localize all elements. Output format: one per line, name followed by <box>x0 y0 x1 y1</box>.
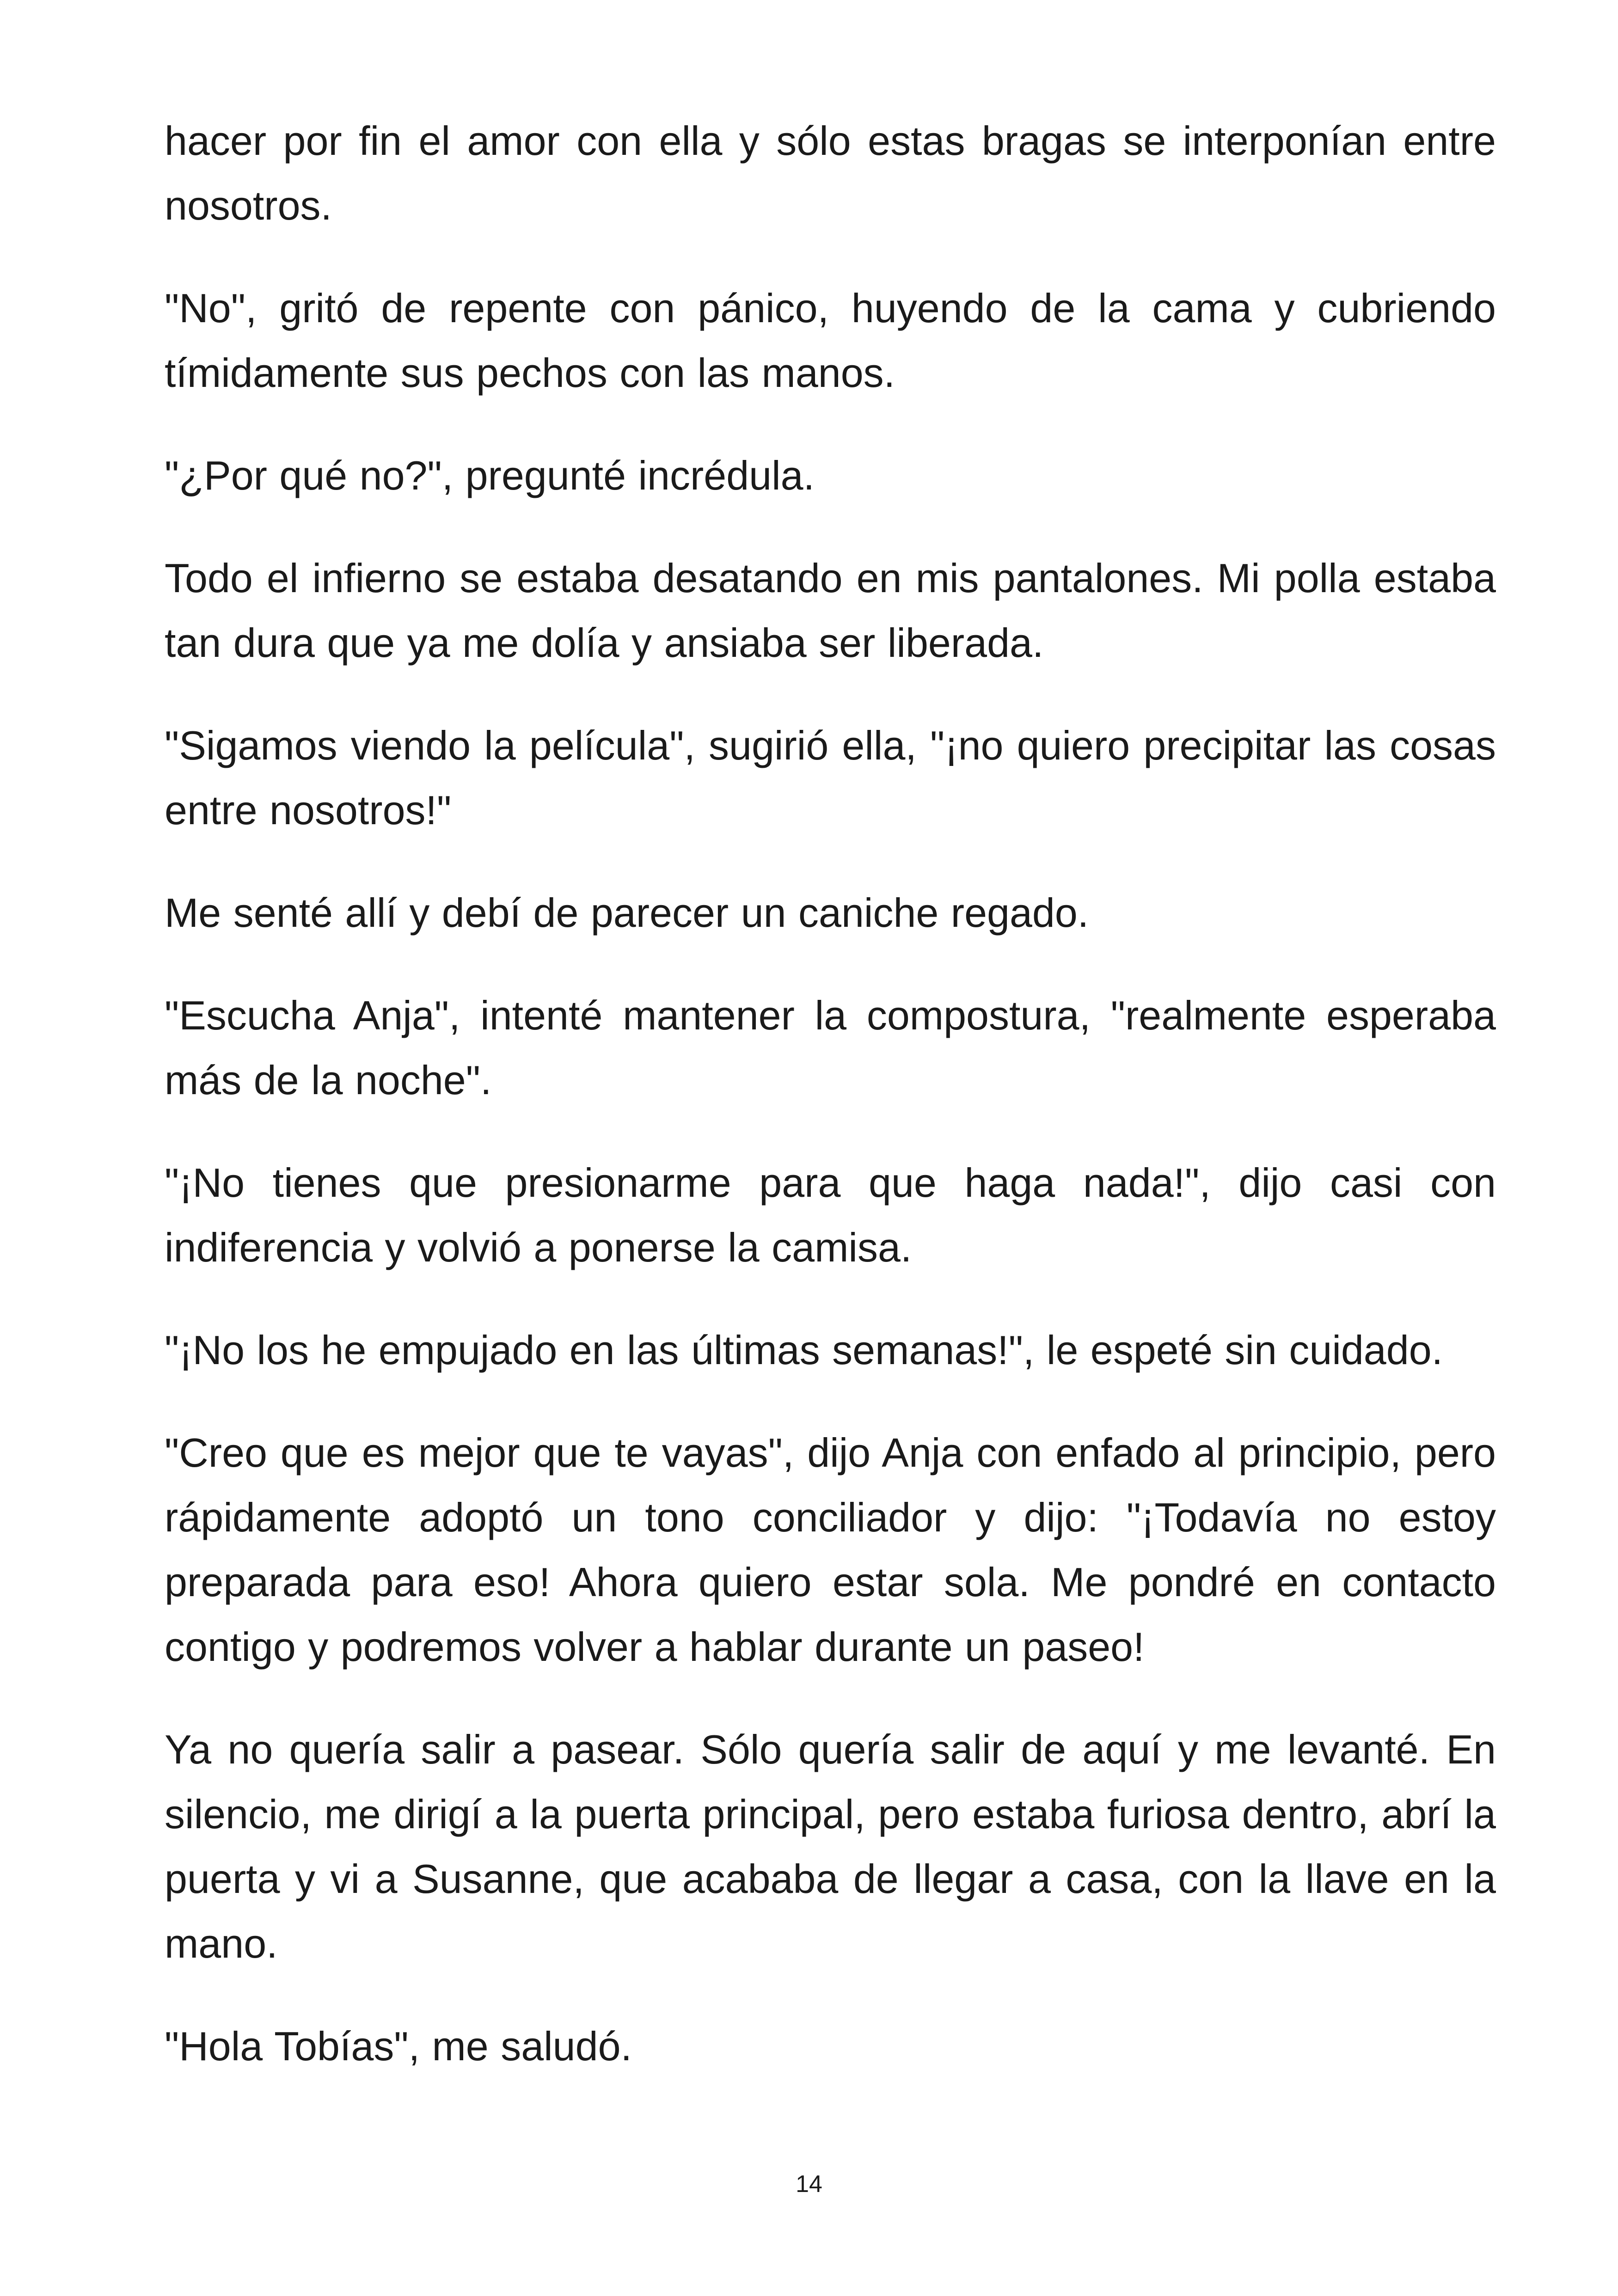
text-body <box>165 109 1496 2117</box>
paragraph-5: "Sigamos viendo la película", sugirió ella, "¡no quiero precipitar las cosas entre nosotros!" <box>165 722 1496 833</box>
paragraph-2: "No", gritó de repente con pánico, huyendo de la cama y cubriendo tímidamente sus pechos con las manos. <box>165 285 1496 396</box>
paragraph-12: "Hola Tobías", me saludó. <box>165 2023 632 2069</box>
paragraph-11: Ya no quería salir a pasear. Sólo quería salir de aquí y me levanté. En silencio, me dirigí a la puerta principal, pero estaba furiosa dentro, abrí la puerta y vi a Susanne, que acababa de llegar a casa, con la llave en la mano. <box>165 1727 1496 1966</box>
paragraph-4: Todo el infierno se estaba desatando en mis pantalones. Mi polla estaba tan dura que ya me dolía y ansiaba ser liberada. <box>165 555 1496 666</box>
paragraph-3: "¿Por qué no?", pregunté incrédula. <box>165 453 815 498</box>
paragraph-7: "Escucha Anja", intenté mantener la compostura, "realmente esperaba más de la noche". <box>165 992 1496 1103</box>
paragraph-10: "Creo que es mejor que te vayas", dijo Anja con enfado al principio, pero rápidamente adoptó un tono conciliador y dijo: "¡Todavía no estoy preparada para eso! Ahora quiero estar sola. Me pondré en contacto contigo y podremos volver a hablar durante un paseo! <box>165 1430 1496 1670</box>
paragraph-1: hacer por fin el amor con ella y sólo estas bragas se interponían entre nosotros. <box>165 118 1496 228</box>
page-number: 14 <box>796 2171 822 2198</box>
paragraph-9: "¡No los he empujado en las últimas semanas!", le espeté sin cuidado. <box>165 1327 1443 1373</box>
paragraph-8: "¡No tienes que presionarme para que haga nada!", dijo casi con indiferencia y volvió a ponerse la camisa. <box>165 1160 1496 1270</box>
paragraph-6: Me senté allí y debí de parecer un caniche regado. <box>165 890 1089 936</box>
